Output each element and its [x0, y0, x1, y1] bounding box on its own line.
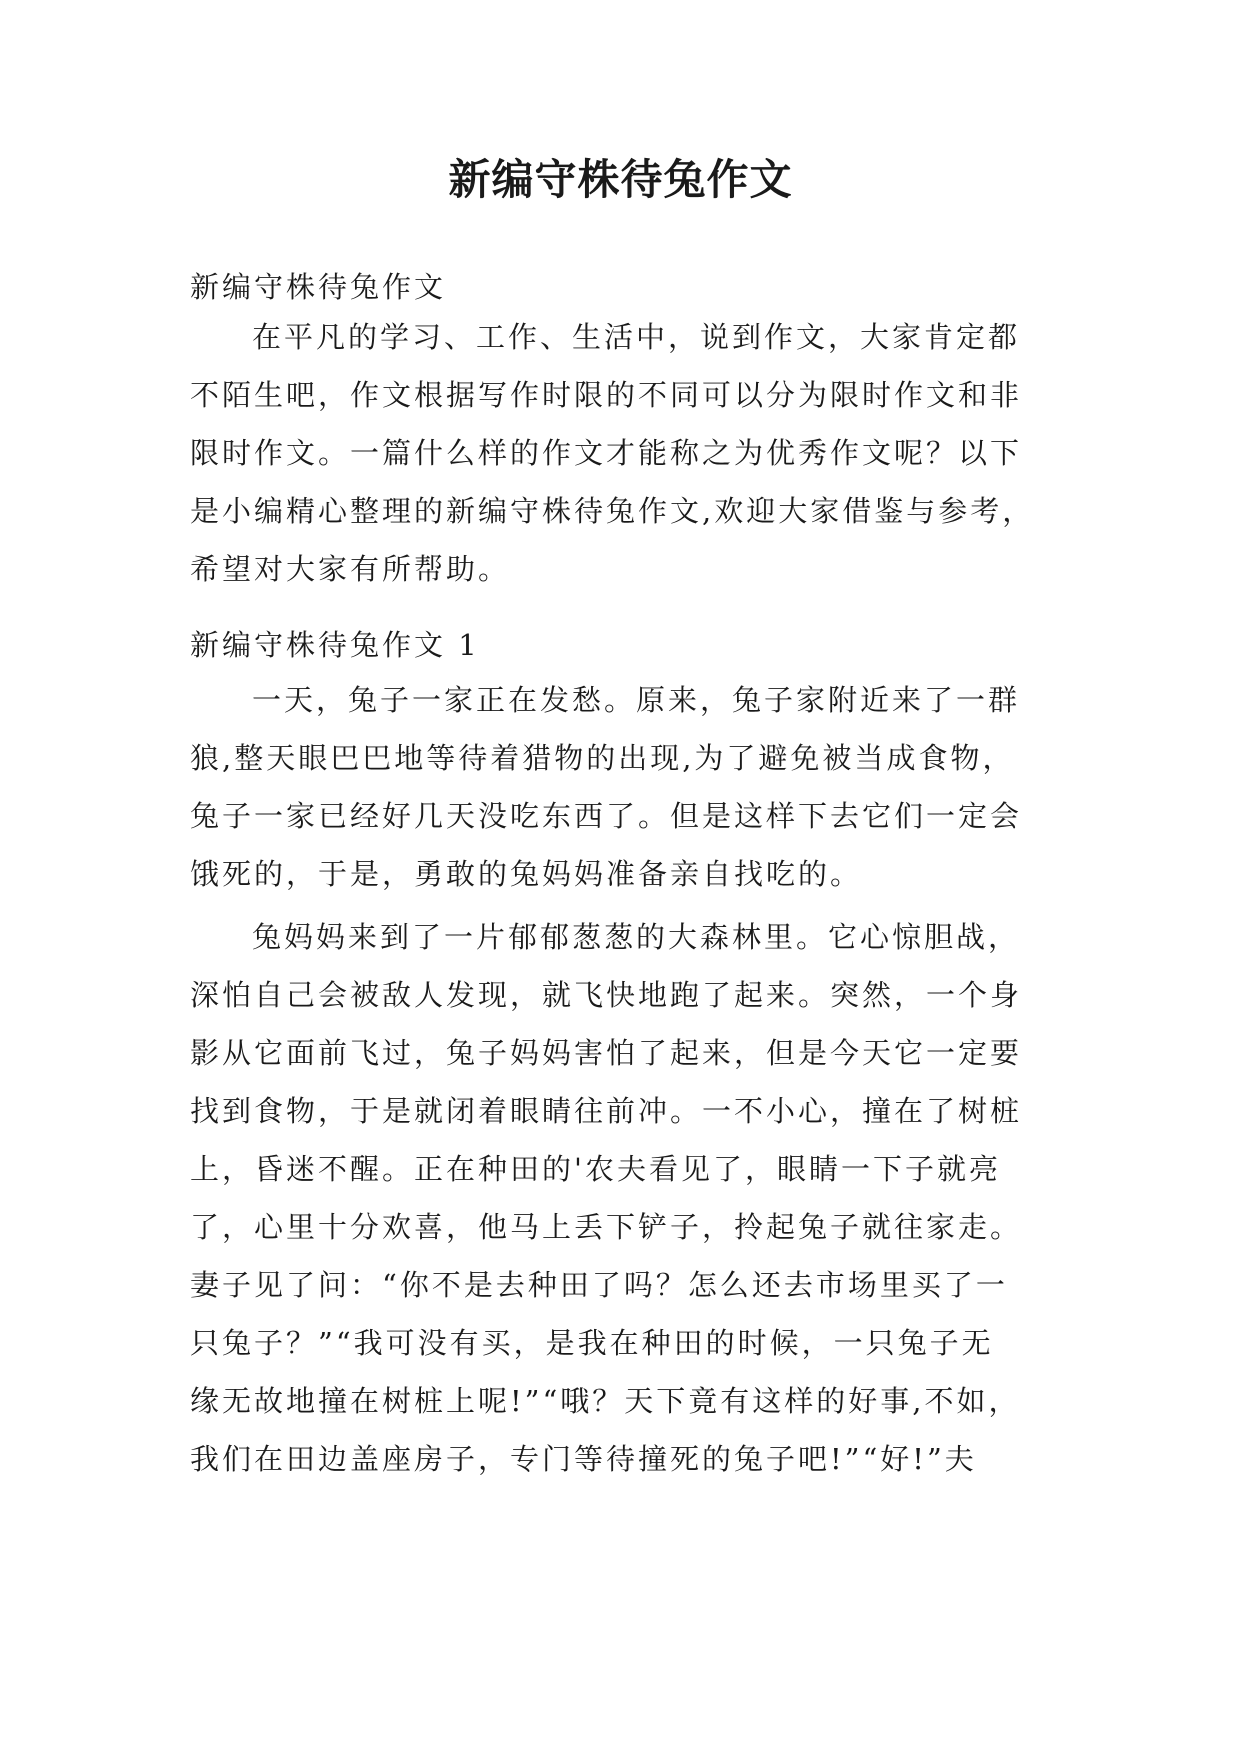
intro-line: 希望对大家有所帮助。 — [190, 552, 511, 586]
paragraph-line: 妻子见了问：“你不是去种田了吗？怎么还去市场里买了一 — [190, 1268, 1008, 1302]
paragraph-line: 我们在田边盖座房子，专门等待撞死的兔子吧!”“好!”夫 — [190, 1442, 977, 1476]
paragraph-line: 兔妈妈来到了一片郁郁葱葱的大森林里。它心惊胆战， — [252, 920, 1021, 954]
intro-line: 不陌生吧，作文根据写作时限的不同可以分为限时作文和非 — [190, 378, 1023, 412]
paragraph-line: 深怕自己会被敌人发现，就飞快地跑了起来。突然，一个身 — [190, 978, 1023, 1012]
section1-heading: 新编守株待兔作文 1 — [190, 628, 480, 662]
paragraph-line: 找到食物，于是就闭着眼睛往前冲。一不小心，撞在了树桩 — [190, 1094, 1023, 1128]
intro-heading: 新编守株待兔作文 — [190, 270, 447, 304]
document-title: 新编守株待兔作文 — [448, 155, 793, 204]
paragraph-line: 狼,整天眼巴巴地等待着猎物的出现,为了避免被当成食物， — [190, 741, 1015, 775]
section1-paragraph-2 — [190, 908, 1050, 1488]
paragraph-line: 了，心里十分欢喜，他马上丢下铲子，拎起兔子就往家走。 — [190, 1210, 1023, 1244]
paragraph-line: 一天，兔子一家正在发愁。原来，兔子家附近来了一群 — [252, 683, 1021, 717]
paragraph-line: 上，昏迷不醒。正在种田的'农夫看见了，眼睛一下子就亮 — [190, 1152, 1001, 1186]
intro-line: 是小编精心整理的新编守株待兔作文,欢迎大家借鉴与参考， — [190, 494, 1035, 528]
paragraph-line: 只兔子？”“我可没有买，是我在种田的时候，一只兔子无 — [190, 1326, 994, 1360]
paragraph-line: 缘无故地撞在树桩上呢!”“哦？天下竟有这样的好事,不如， — [190, 1384, 1021, 1418]
intro-line: 在平凡的学习、工作、生活中，说到作文，大家肯定都 — [252, 320, 1021, 354]
section1-paragraph-1 — [190, 671, 1050, 903]
paragraph-line: 饿死的，于是，勇敢的兔妈妈准备亲自找吃的。 — [190, 857, 863, 891]
paragraph-line: 影从它面前飞过，兔子妈妈害怕了起来，但是今天它一定要 — [190, 1036, 1023, 1070]
paragraph-line: 兔子一家已经好几天没吃东西了。但是这样下去它们一定会 — [190, 799, 1023, 833]
intro-paragraph — [190, 308, 1050, 598]
intro-line: 限时作文。一篇什么样的作文才能称之为优秀作文呢？以下 — [190, 436, 1023, 470]
